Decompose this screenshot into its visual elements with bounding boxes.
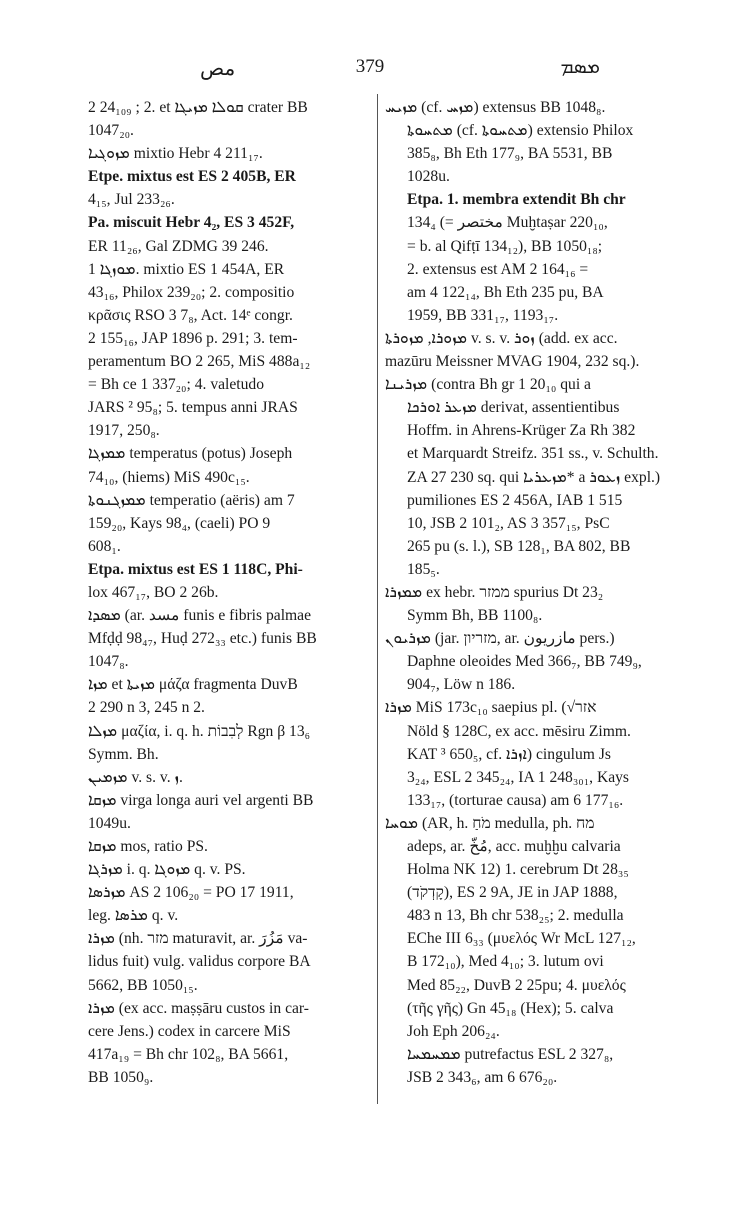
entry-line: Med 85₂₂, DuvB 2 25pu; 4. μυελός <box>407 976 626 994</box>
entry-line: ܡܙܪܓܐ i. q. ܡܙܘܓܐ q. v. PS. <box>88 861 246 879</box>
entry-line: Etpa. mixtus est ES 1 118C, Phi- <box>88 560 303 578</box>
entry-line: ܡܬܚܘܬܐ (cf. ܡܬܚܘܬܐ) extensio Philox <box>407 122 634 140</box>
entry-line: JSB 2 343₆, am 6 676₂₀. <box>407 1068 558 1086</box>
entry-line: Mfḍḍ 98₄₇, Huḍ 272₃₃ etc.) funis BB <box>88 630 317 648</box>
entry-line: am 4 122₁₄, Bh Eth 235 pu, BA <box>407 283 604 301</box>
right-column <box>385 96 705 1089</box>
entry-line: 1047₂₀. <box>88 122 134 140</box>
entry-line: KAT ³ 650₅, cf. ܐܙܪܐ) cingulum Js <box>407 745 611 763</box>
entry-line: peramentum BO 2 265, MiS 488a₁₂ <box>88 353 311 371</box>
entry-line: 3₂₄, ESL 2 345₂₄, IA 1 248₃₀₁, Kays <box>407 768 629 786</box>
entry-line: ER 11₂₆, Gal ZDMG 39 246. <box>88 237 269 255</box>
entry-line: 904₇, Löw n 186. <box>407 676 516 694</box>
entry-line: 134₄ (= مختصر Muḫtaṣar 220₁₀, <box>407 214 608 232</box>
entry-line: mazūru Meissner MVAG 1904, 232 sq.). <box>385 353 640 371</box>
entry-line: Daphne oleoides Med 366₇, BB 749₉, <box>407 653 642 671</box>
entry-line: Nöld § 128C, ex acc. mēsiru Zimm. <box>407 722 631 740</box>
entry-line: ܡܙܘܪܐ, ܡܙܘܪܬܐ v. s. v. ܙܘܪ (add. ex acc. <box>385 329 618 347</box>
entry-line: 185₅. <box>407 560 440 578</box>
entry-line: adeps, ar. مُخّ, acc. muḫḫu calvaria <box>407 838 621 855</box>
entry-line: 74₁₀, (hiems) MiS 490c₁₅. <box>88 468 250 486</box>
entry-line: 417a₁₉ = Bh chr 102₈, BA 5661, <box>88 1045 289 1063</box>
entry-line: ܡܙܪܐ MiS 173c₁₀ saepius pl. (√אזר <box>385 699 597 717</box>
entry-line: Pa. miscuit Hebr 4₂, ES 3 452F, <box>88 214 295 232</box>
entry-line: 5662, BB 1050₁₅. <box>88 976 198 994</box>
entry-line: 4₁₅, Jul 233₂₆. <box>88 191 175 209</box>
entry-line: 1049u. <box>88 814 131 832</box>
entry-line: ZA 27 230 sq. qui ܡܙܥܪܝܐ* a ܙܥܘܪ expl.) <box>407 468 661 486</box>
entry-line: ܡܙܪܣܐ AS 2 106₂₀ = PO 17 1911, <box>88 884 294 902</box>
entry-line: ܡܙܡܝܢ v. s. v. ܙ. <box>88 768 183 786</box>
entry-line: ܡܙܐ et ܡܙܝܬܐ μάζα fragmenta DuvB <box>88 676 298 694</box>
entry-line: 1959, BB 331₁₇, 1193₁₇. <box>407 306 559 324</box>
header-left-catchword: مص <box>200 58 236 80</box>
entry-line: κρᾶσις RSO 3 7₈, Act. 14ᵉ congr. <box>88 306 293 324</box>
entry-line: 2 155₁₆, JAP 1896 p. 291; 3. tem- <box>88 329 298 347</box>
entry-line: Symm Bh, BB 1100₈. <box>407 607 543 625</box>
entry-line: B 172₁₀), Med 4₁₀; 3. lutum ovi <box>407 953 604 971</box>
entry-line: 2 24₁₀₉ ; 2. et ܩܘܠܐ ܡܙܝܓܐ crater BB <box>88 99 308 116</box>
entry-line: ܡܙܝܚ (cf. ܡܙܚ) extensus BB 1048₈. <box>385 99 606 116</box>
entry-line: Joh Eph 206₂₄. <box>407 1022 500 1040</box>
entry-line: ܡܙܩܐ virga longa auri vel argenti BB <box>88 791 314 809</box>
entry-line: BB 1050₉. <box>88 1068 154 1086</box>
entry-line: 43₁₆, Philox 239₂₀; 2. compositio <box>88 283 295 301</box>
entry-line: JARS ² 95₈; 5. tempus anni JRAS <box>88 399 298 417</box>
entry-line: ܡܙܥܪ ܐܘܪܟܐ derivat, assentientibus <box>407 399 620 417</box>
entry-line: 1917, 250₈. <box>88 422 160 440</box>
entry-line: 10, JSB 2 101₂, AS 3 357₁₅, PsC <box>407 514 610 532</box>
page-number: 379 <box>355 56 385 77</box>
entry-line: ܡܙܪܝܘܢ (jar. מזריון, ar. مازريون pers.) <box>385 630 615 648</box>
entry-line: lox 467₁₇, BO 2 26b. <box>88 583 219 601</box>
entry-line: EChe III 6₃₃ (μυελός Wr McL 127₁₂, <box>407 930 636 948</box>
entry-line: ܡܙܪܐ (ex acc. maṣṣāru custos in car- <box>88 999 309 1017</box>
entry-line: 483 n 13, Bh chr 538₂₅; 2. medulla <box>407 907 624 925</box>
entry-line: ܡܡܙܪܐ ex hebr. ממזר spurius Dt 23₂ <box>385 583 604 601</box>
entry-line: 1028u. <box>407 168 450 186</box>
entry-line: ܡܙܪܝܢܐ (contra Bh gr 1 20₁₀ qui a <box>385 376 591 394</box>
entry-line: ܡܣܕܐ (ar. مسد funis e fibris palmae <box>88 607 312 625</box>
entry-line: ܡܡܙܓܐ temperatus (potus) Joseph <box>88 445 293 463</box>
entry-line: Hoffm. in Ahrens-Krüger Za Rh 382 <box>407 422 636 440</box>
entry-line: ܡܙܠܐ μαζία, i. q. h. לְבִבוֹת Rgn β 13₆ <box>88 722 311 740</box>
entry-line: ܡܙܩܐ mos, ratio PS. <box>88 838 208 855</box>
entry-line: ܡܙܪܐ (nh. מזר maturavit, ar. مَزُرَ va- <box>88 930 308 948</box>
entry-line: 385₈, Bh Eth 177₉, BA 5531, BB <box>407 145 613 163</box>
entry-line: ܡܡܙܓܢܘܬܐ temperatio (aëris) am 7 <box>88 491 295 509</box>
column-divider <box>377 94 378 1104</box>
entry-line: (קָדְקֹד), ES 2 9A, JE in JAP 1888, <box>407 884 618 902</box>
entry-line: ܡܙܘܓܝܐ mixtio Hebr 4 211₁₇. <box>88 145 263 163</box>
entry-line: = b. al Qifṭī 134₁₂), BB 1050₁₈; <box>407 237 603 255</box>
entry-line: 265 pu (s. l.), SB 128₁, BA 802, BB <box>407 537 631 555</box>
entry-line: 2 290 n 3, 245 n 2. <box>88 699 205 717</box>
left-column <box>88 96 370 1089</box>
entry-line: 1047₈. <box>88 653 129 671</box>
entry-line: 159₂₀, Kays 98₄, (caeli) PO 9 <box>88 514 271 532</box>
entry-line: Symm. Bh. <box>88 745 159 763</box>
entry-line: ܡܡܚܡܚܐ putrefactus ESL 2 327₈, <box>407 1045 614 1063</box>
entry-line: pumiliones ES 2 456A, IAB 1 515 <box>407 491 623 509</box>
header-right-catchword: ܡܣܡ <box>560 56 600 78</box>
entry-line: = Bh ce 1 337₂₀; 4. valetudo <box>88 376 265 394</box>
entry-line: 608₁. <box>88 537 121 555</box>
entry-line: et Marquardt Streifz. 351 ss., v. Schulth. <box>407 445 659 463</box>
entry-line: Etpa. 1. membra extendit Bh chr <box>407 191 626 209</box>
page-header <box>80 56 660 86</box>
entry-line: Etpe. mixtus est ES 2 405B, ER <box>88 168 296 186</box>
entry-line: cere Jens.) codex in carcere MiS <box>88 1022 291 1040</box>
entry-line: 133₁₇, (torturae causa) am 6 177₁₆. <box>407 791 624 809</box>
entry-line: leg. ܡܪܣܐ q. v. <box>88 907 179 925</box>
entry-line: (τῆς γῆς) Gn 45₁₈ (Hex); 5. calva <box>407 999 614 1017</box>
entry-line: ܡܘܙܓܐ 1. mixtio ES 1 454A, ER <box>88 260 285 278</box>
entry-line: ܡܘܚܐ (AR, h. מֹחַ medulla, ph. מח <box>385 814 595 832</box>
entry-line: Holma NK 12) 1. cerebrum Dt 28₃₅ <box>407 861 629 879</box>
entry-line: lidus fuit) vulg. validus corpore BA <box>88 953 311 971</box>
entry-line: 2. extensus est AM 2 164₁₆ = <box>407 260 589 278</box>
